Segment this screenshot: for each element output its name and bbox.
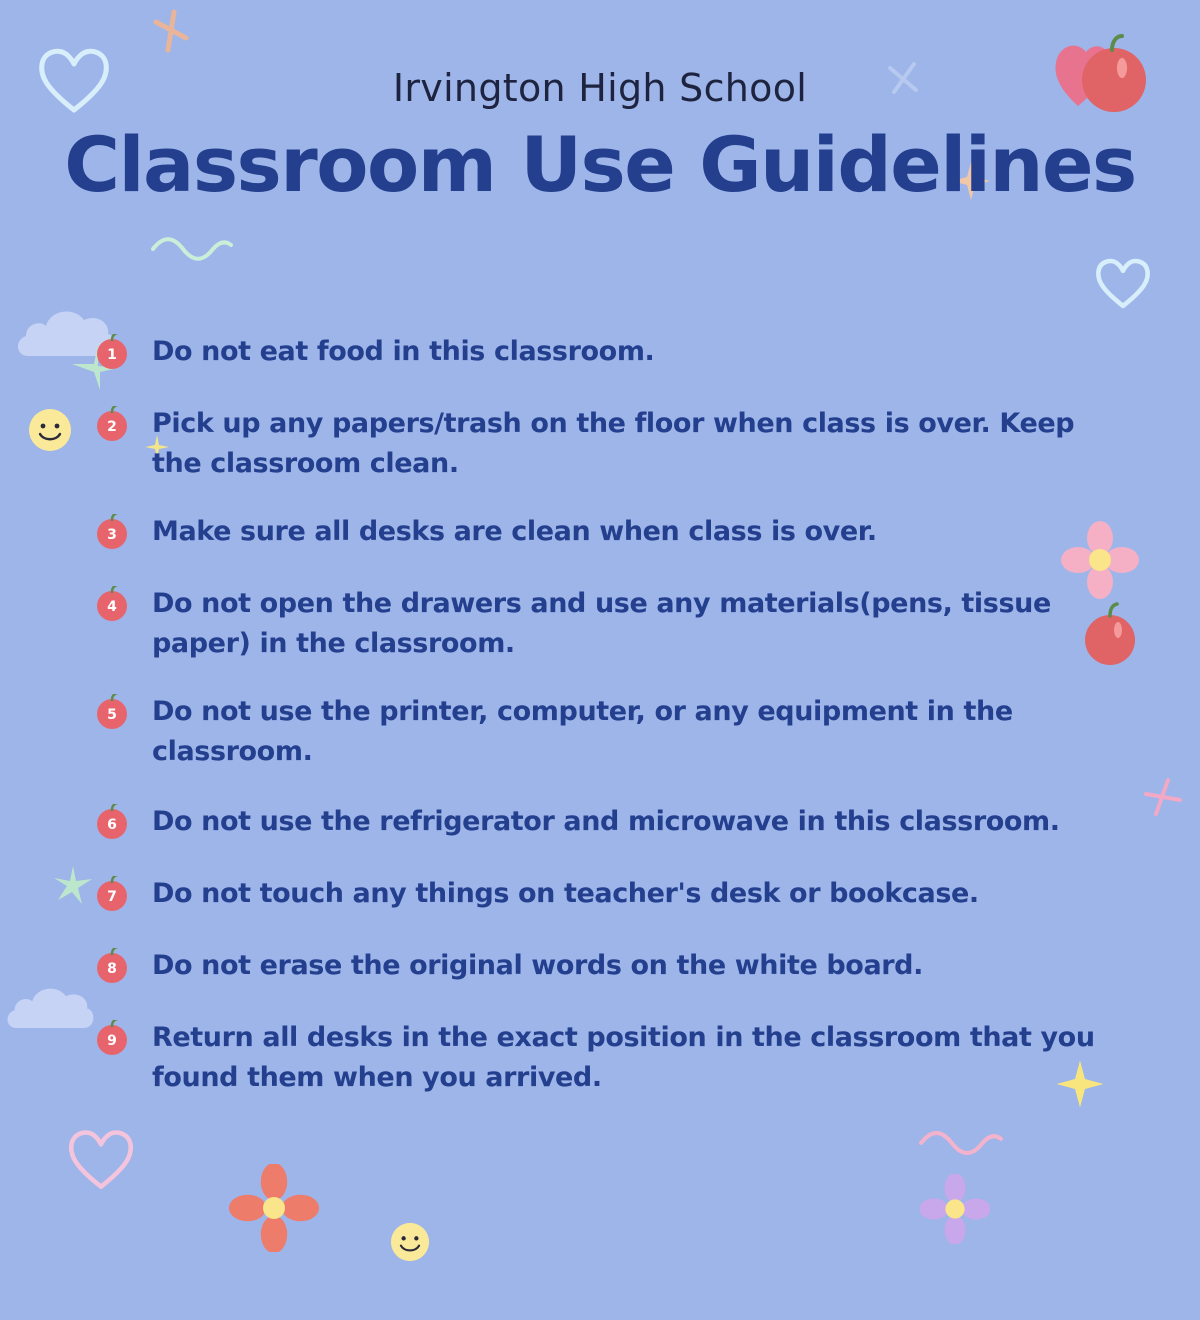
rule-text: Do not erase the original words on the white board. bbox=[152, 950, 923, 981]
apple-number-icon bbox=[94, 1020, 130, 1056]
rule-text: Do not eat food in this classroom. bbox=[152, 336, 655, 367]
rule-number: 2 bbox=[107, 419, 117, 435]
rule-number: 1 bbox=[107, 347, 117, 363]
apple-number-icon bbox=[94, 804, 130, 840]
rule-number: 7 bbox=[107, 889, 117, 905]
rule-number: 8 bbox=[107, 961, 117, 977]
rule-number: 9 bbox=[107, 1033, 117, 1049]
rule-number: 3 bbox=[107, 527, 117, 543]
rule-text: Pick up any papers/trash on the floor when class is over. Keep the classroom clean. bbox=[152, 408, 1075, 479]
apple-number-icon bbox=[94, 334, 130, 370]
page-title: Classroom Use Guidelines bbox=[64, 120, 1136, 209]
school-name: Irvington High School bbox=[392, 66, 808, 110]
rule-number: 5 bbox=[107, 707, 117, 723]
rule-text: Do not open the drawers and use any materials(pens, tissue paper) in the classroom. bbox=[152, 588, 1051, 659]
rule-text: Do not touch any things on teacher's desk or bookcase. bbox=[152, 878, 979, 909]
apple-number-icon bbox=[94, 694, 130, 730]
rule-number: 6 bbox=[107, 817, 117, 833]
apple-number-icon bbox=[94, 948, 130, 984]
rule-text: Make sure all desks are clean when class is over. bbox=[152, 516, 877, 547]
apple-number-icon bbox=[94, 514, 130, 550]
rule-text: Do not use the printer, computer, or any equipment in the classroom. bbox=[152, 696, 1013, 767]
apple-number-icon bbox=[94, 586, 130, 622]
rule-number: 4 bbox=[107, 599, 117, 615]
rule-text: Return all desks in the exact position in the classroom that you found them when you arrived. bbox=[152, 1022, 1095, 1093]
apple-number-icon bbox=[94, 406, 130, 442]
rule-text: Do not use the refrigerator and microwave in this classroom. bbox=[152, 806, 1060, 837]
apple-number-icon bbox=[94, 876, 130, 912]
